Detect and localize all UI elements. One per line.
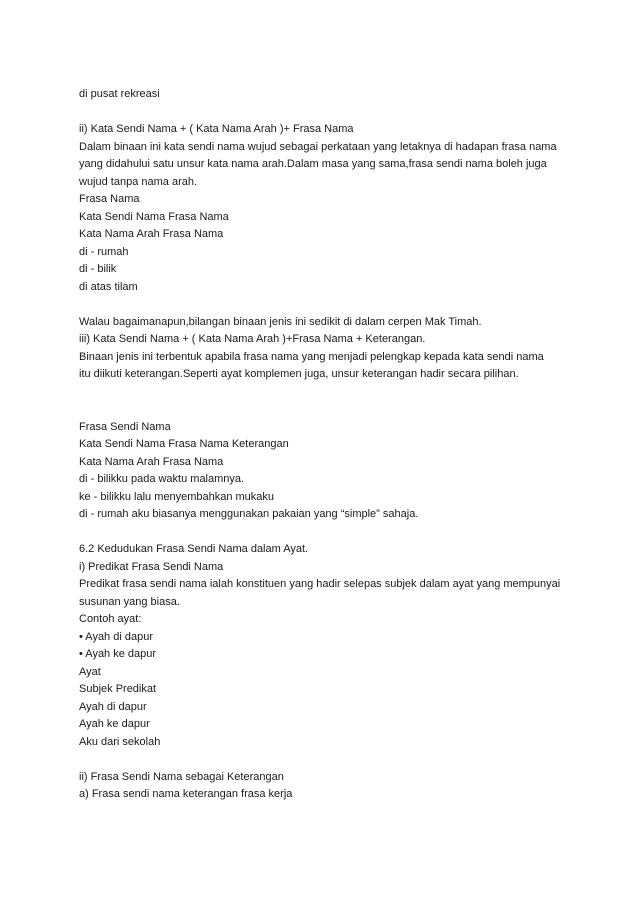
- text-line: Subjek Predikat: [79, 683, 157, 695]
- text-line: • Ayah ke dapur: [79, 648, 157, 660]
- text-line: Kata Nama Arah Frasa Nama: [79, 456, 224, 468]
- text-line: Ayat: [79, 666, 101, 678]
- text-line: Ayah ke dapur: [79, 718, 150, 730]
- text-line: di pusat rekreasi: [79, 88, 160, 100]
- text-line: di atas tilam: [79, 281, 138, 293]
- text-line: i) Predikat Frasa Sendi Nama: [79, 561, 224, 573]
- text-line: 6.2 Kedudukan Frasa Sendi Nama dalam Ayat.: [79, 543, 309, 555]
- text-line: ke - bilikku lalu menyembahkan mukaku: [79, 491, 275, 503]
- text-line: susunan yang biasa.: [79, 596, 180, 608]
- text-line: wujud tanpa nama arah.: [79, 176, 198, 188]
- text-line: Binaan jenis ini terbentuk apabila frasa nama yang menjadi pelengkap kepada kata sendi nama: [79, 351, 544, 363]
- text-line: ii) Kata Sendi Nama + ( Kata Nama Arah )+ Frasa Nama: [79, 123, 354, 135]
- text-line: Dalam binaan ini kata sendi nama wujud sebagai perkataan yang letaknya di hadapan frasa nama: [79, 141, 557, 153]
- text-line: Kata Sendi Nama Frasa Nama Keterangan: [79, 438, 289, 450]
- text-line: Frasa Sendi Nama: [79, 421, 171, 433]
- text-line: Aku dari sekolah: [79, 736, 161, 748]
- text-line: di - rumah: [79, 246, 129, 258]
- text-line: ii) Frasa Sendi Nama sebagai Keterangan: [79, 771, 284, 783]
- text-line: itu diikuti keterangan.Seperti ayat komplemen juga, unsur keterangan hadir secara pilihan.: [79, 368, 519, 380]
- text-line: di - rumah aku biasanya menggunakan pakaian yang “simple” sahaja.: [79, 508, 419, 520]
- text-line: • Ayah di dapur: [79, 631, 153, 643]
- text-line: Kata Nama Arah Frasa Nama: [79, 228, 224, 240]
- text-line: Predikat frasa sendi nama ialah konstituen yang hadir selepas subjek dalam ayat yang mempunyai: [79, 578, 561, 590]
- text-line: Ayah di dapur: [79, 701, 147, 713]
- text-line: di - bilikku pada waktu malamnya.: [79, 473, 245, 485]
- text-line: a) Frasa sendi nama keterangan frasa kerja: [79, 788, 293, 800]
- text-line: di - bilik: [79, 263, 117, 275]
- text-line: Contoh ayat:: [79, 613, 142, 625]
- text-line: Walau bagaimanapun,bilangan binaan jenis ini sedikit di dalam cerpen Mak Timah.: [79, 316, 482, 328]
- text-line: iii) Kata Sendi Nama + ( Kata Nama Arah )+Frasa Nama + Keterangan.: [79, 333, 426, 345]
- text-line: yang didahului satu unsur kata nama arah.Dalam masa yang sama,frasa sendi nama boleh juga: [79, 158, 547, 170]
- text-line: Frasa Nama: [79, 193, 140, 205]
- text-line: Kata Sendi Nama Frasa Nama: [79, 211, 229, 223]
